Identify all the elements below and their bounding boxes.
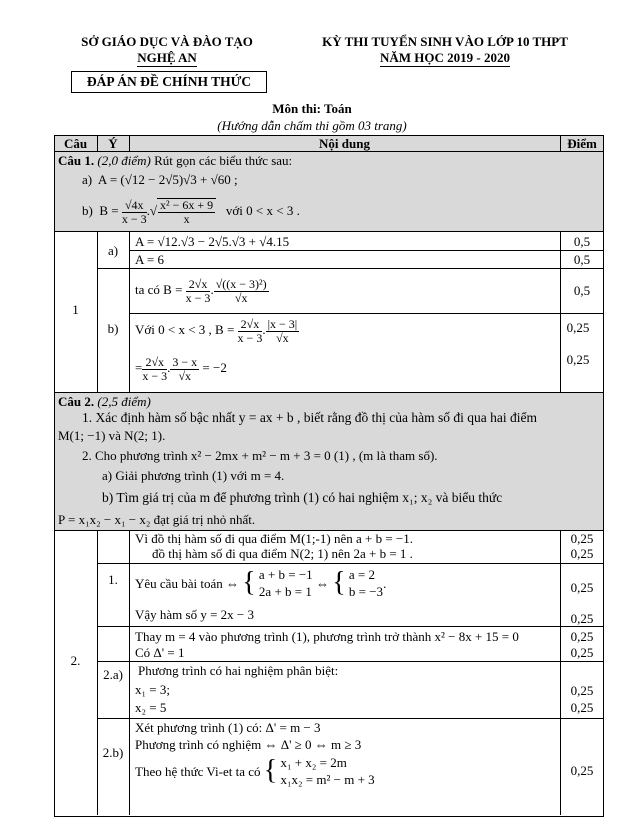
score-1a-1: 0,5 <box>573 234 591 249</box>
department-line-1: SỞ GIÁO DỤC VÀ ĐÀO TẠO <box>81 34 253 49</box>
q2-part-2a: a) Giải phương trình (1) với m = 4. <box>102 468 285 483</box>
q2-part-1-line-1: 1. Xác định hàm số bậc nhất y = ax + b , biết rằng đồ thị của hàm số đi qua hai điểm <box>82 410 537 425</box>
department-name <box>62 34 272 67</box>
score-2-1-1: 0,25 <box>570 531 594 546</box>
score-1b-1: 0,5 <box>573 283 591 298</box>
official-answer-label: ĐÁP ÁN ĐỀ CHÍNH THỨC <box>86 74 252 89</box>
q2-part-2b-line-1: b) Tìm giá trị của m để phương trình (1) có hai nghiệm x₁; x₂ và biểu thức <box>102 490 503 505</box>
answer-1-item-b: b) <box>107 321 119 336</box>
q1-b-lead: B = <box>99 203 119 218</box>
score-1b-3: 0,25 <box>566 352 590 367</box>
answer-1a-line-1: A = √12.√3 − 2√5.√3 + √4.15 <box>135 234 290 249</box>
column-header-score: Điểm <box>567 136 597 151</box>
q1-statement <box>58 153 292 168</box>
score-2b-1: 0,25 <box>570 763 594 778</box>
score-2a-1: 0,25 <box>570 629 594 644</box>
q1-points: (2,0 điểm) <box>97 153 151 168</box>
q1-a-expression: A = (√12 − 2√5)√3 + √60 ; <box>97 172 238 187</box>
answer-2-1-line-4: Vậy hàm số y = 2x − 3 <box>135 607 255 622</box>
answer-2a-line-3: Phương trình có hai nghiệm phân biệt: <box>138 663 339 678</box>
answer-2-item-1: 1. <box>108 572 118 587</box>
answer-2a-line-4: x₁ = 3; <box>135 682 170 697</box>
answer-2a-line-5: x₂ = 5 <box>135 700 167 715</box>
column-header-item: Ý <box>108 136 118 151</box>
q1-b-label: b) <box>82 203 93 218</box>
answer-2-item-2b: 2.b) <box>102 745 124 760</box>
score-1b-2: 0,25 <box>566 320 590 335</box>
score-1a-2: 0,5 <box>573 252 591 267</box>
answer-1b-line-2: Với 0 < x < 3 , B = $\frac{2√x}{x - 3}$ . $\frac{|x - 3|}{√x}$ <box>135 316 298 345</box>
department-line-2: NGHỆ AN <box>137 50 197 65</box>
q2-part-1-line-2: M(1; −1) và N(2; 1). <box>58 428 166 443</box>
q1-b-fraction-1: $\frac{√4x}{x - 3}$ <box>121 197 147 226</box>
q1-b-condition: với 0 < x < 3 . <box>225 203 300 218</box>
answer-1-item-a: a) <box>107 243 119 258</box>
exam-title <box>300 34 590 67</box>
q1-title: Câu 1. <box>58 153 95 168</box>
score-2-1-4: 0,25 <box>570 611 594 626</box>
answer-2-1-line-1: Vì đồ thị hàm số đi qua điểm M(1;-1) nên a + b = −1. <box>135 531 413 546</box>
answer-1-question-number: 1 <box>72 302 79 317</box>
q2-part-2-line-1: 2. Cho phương trình x² − 2mx + m² − m + 3 = 0 (1) , (m là tham số). <box>82 448 438 463</box>
grading-guide-note: (Hướng dẫn chấm thi gồm 03 trang) <box>217 118 407 133</box>
answer-1a-line-2: A = 6 <box>135 252 165 267</box>
q2-part-2b-line-2: P = x₁x₂ − x₁ − x₂ đạt giá trị nhỏ nhất. <box>58 512 256 527</box>
q1-a-label: a) <box>82 172 93 187</box>
exam-title-line-1: KỲ THI TUYỂN SINH VÀO LỚP 10 THPT <box>322 34 568 49</box>
column-header-content: Nội dung <box>319 136 370 151</box>
score-2a-3: 0,25 <box>570 683 594 698</box>
exam-year: NĂM HỌC 2019 - 2020 <box>380 50 510 65</box>
q2-points: (2,5 điểm) <box>97 394 151 409</box>
q1-part-a <box>82 172 238 187</box>
answer-1b-line-1: ta có B = $\frac{2√x}{x - 3}$ . $\frac{\text{√((x − 3)²)}}{√x}$ <box>135 276 267 305</box>
q1-b-fraction-2: $\frac{\text{x² − 6x + 9}}{x}$ <box>157 198 216 226</box>
answer-2-item-2a: 2.a) <box>103 667 123 682</box>
answer-2b-line-1: Xét phương trình (1) có: Δ' = m − 3 <box>135 720 321 735</box>
q1-part-b: b) B = $\frac{√4x}{x - 3}$ .√ $\frac{\text{x² − 6x + 9}}{x}$ với 0 < x < 3 . <box>82 197 300 227</box>
score-2-1-2: 0,25 <box>570 546 594 561</box>
score-2a-4: 0,25 <box>570 700 594 715</box>
score-2a-2: 0,25 <box>570 645 594 660</box>
q2-title-line <box>58 394 151 409</box>
answer-2-1-system: Yêu cầu bài toán ⇔ { a + b = −1 2a + b = 1 ⇔ { a = 2 b = −3 . <box>135 567 387 599</box>
answer-2b-line-2: Phương trình có nghiệm ⇔ Δ' ≥ 0 ⇔ m ≥ 3 <box>135 737 362 752</box>
answer-2-1-line-2: đồ thị hàm số đi qua điểm N(2; 1) nên 2a + b = 1 . <box>152 546 413 561</box>
score-2-1-3: 0,25 <box>570 580 594 595</box>
q2-title: Câu 2. <box>58 394 95 409</box>
answer-1b-line-3: = $\frac{2√x}{x - 3}$ . $\frac{3 - x}{√x}$ = −2 <box>135 354 227 383</box>
official-answer-box <box>71 71 267 93</box>
answer-2b-system: Theo hệ thức Vi-et ta có { x₁ + x₂ = 2m x₁x₂ = m² − m + 3 <box>135 755 375 787</box>
answer-2a-line-1: Thay m = 4 vào phương trình (1), phương trình trở thành x² − 8x + 15 = 0 <box>135 629 519 644</box>
answer-2a-line-2: Có Δ' = 1 <box>135 645 185 660</box>
q1-instruction: Rút gọn các biểu thức sau: <box>154 153 293 168</box>
subject-title: Môn thi: Toán <box>272 101 352 116</box>
answer-2-question-number: 2. <box>70 653 81 668</box>
column-header-question: Câu <box>63 136 88 151</box>
